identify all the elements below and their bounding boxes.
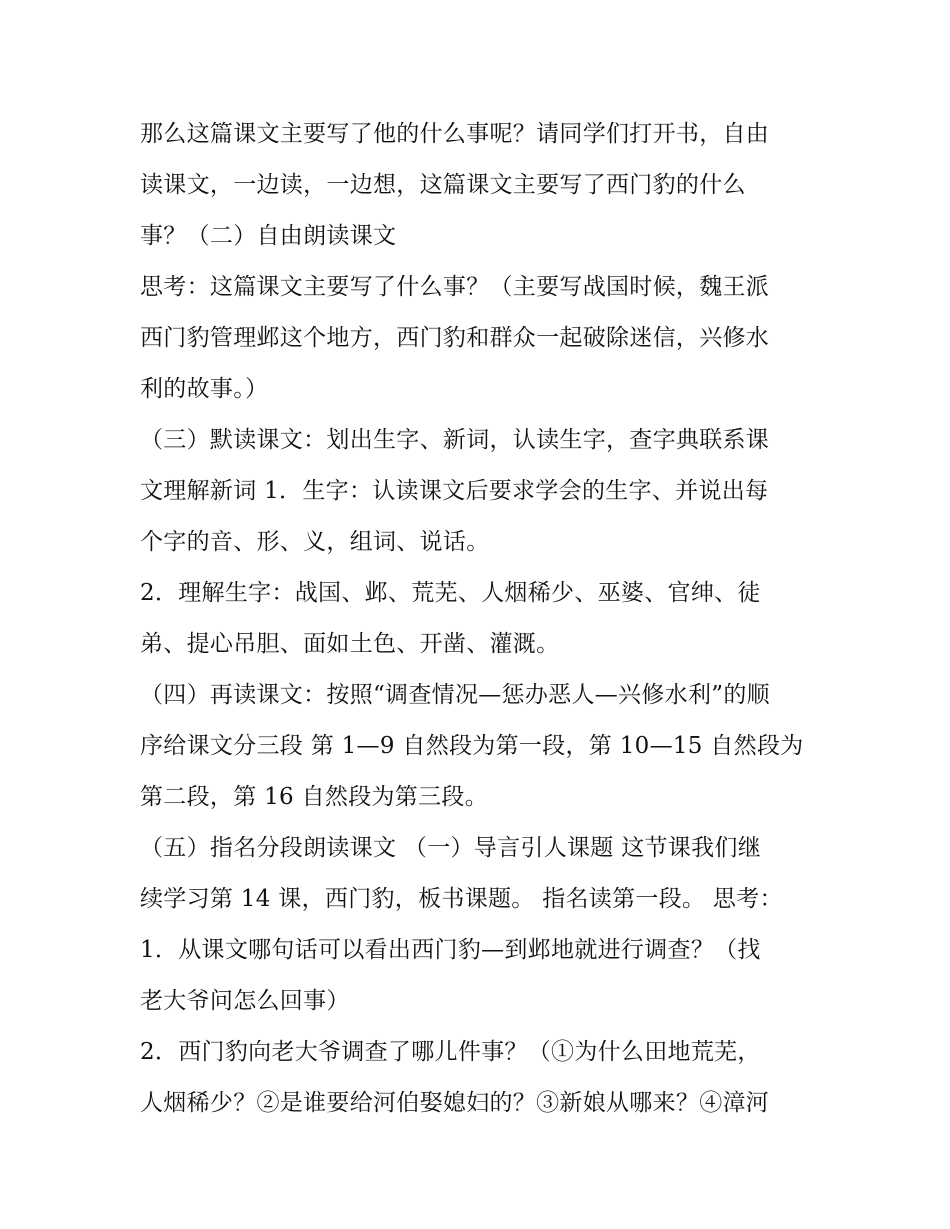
text-line: 第二段，第 16 自然段为第三段。 [140, 784, 488, 810]
text-line: 续学习第 14 课，西门豹，板书课题。 指名读第一段。 思考： [140, 886, 783, 912]
text-line: （四）再读课文：按照“调查情况—惩办恶人—兴修水利”的顺 [140, 682, 770, 708]
text-line: 西门豹管理邺这个地方，西门豹和群众一起破除迷信，兴修水 [140, 325, 770, 351]
text-line: （五）指名分段朗读课文 （一）导言引人课题 这节课我们继 [140, 835, 762, 861]
text-line: 个字的音、形、义，组词、说话。 [140, 529, 490, 555]
text-line: 文理解新词 1．生字：认读课文后要求学会的生字、并说出每 [140, 478, 769, 504]
text-line: 利的故事。） [140, 376, 269, 402]
text-line: 2．西门豹向老大爷调查了哪儿件事？（①为什么田地荒芜， [140, 1039, 761, 1065]
text-line: 弟、提心吊胆、面如土色、开凿、灌溉。 [140, 631, 560, 657]
text-line: 读课文，一边读，一边想，这篇课文主要写了西门豹的什么 [140, 172, 746, 198]
text-line: 人烟稀少？②是谁要给河伯娶媳妇的？③新娘从哪来？④漳河 [140, 1090, 770, 1116]
body-text [140, 109, 820, 1129]
text-line: 2．理解生字：战国、邺、荒芜、人烟稀少、巫婆、官绅、徒 [140, 580, 761, 606]
text-line: 事？（二）自由朗读课文 [140, 223, 397, 249]
text-line: 思考：这篇课文主要写了什么事？（主要写战国时候，魏王派 [140, 274, 770, 300]
text-line: 1．从课文哪句话可以看出西门豹—到邺地就进行调查？（找 [140, 937, 761, 963]
text-line: 序给课文分三段 第 1—9 自然段为第一段，第 10—15 自然段为 [140, 733, 804, 759]
text-line: 老大爷问怎么回事） [140, 988, 350, 1014]
text-line: （三）默读课文：划出生字、新词，认读生字，查字典联系课 [140, 427, 770, 453]
text-line: 那么这篇课文主要写了他的什么事呢？请同学们打开书，自由 [140, 121, 770, 147]
